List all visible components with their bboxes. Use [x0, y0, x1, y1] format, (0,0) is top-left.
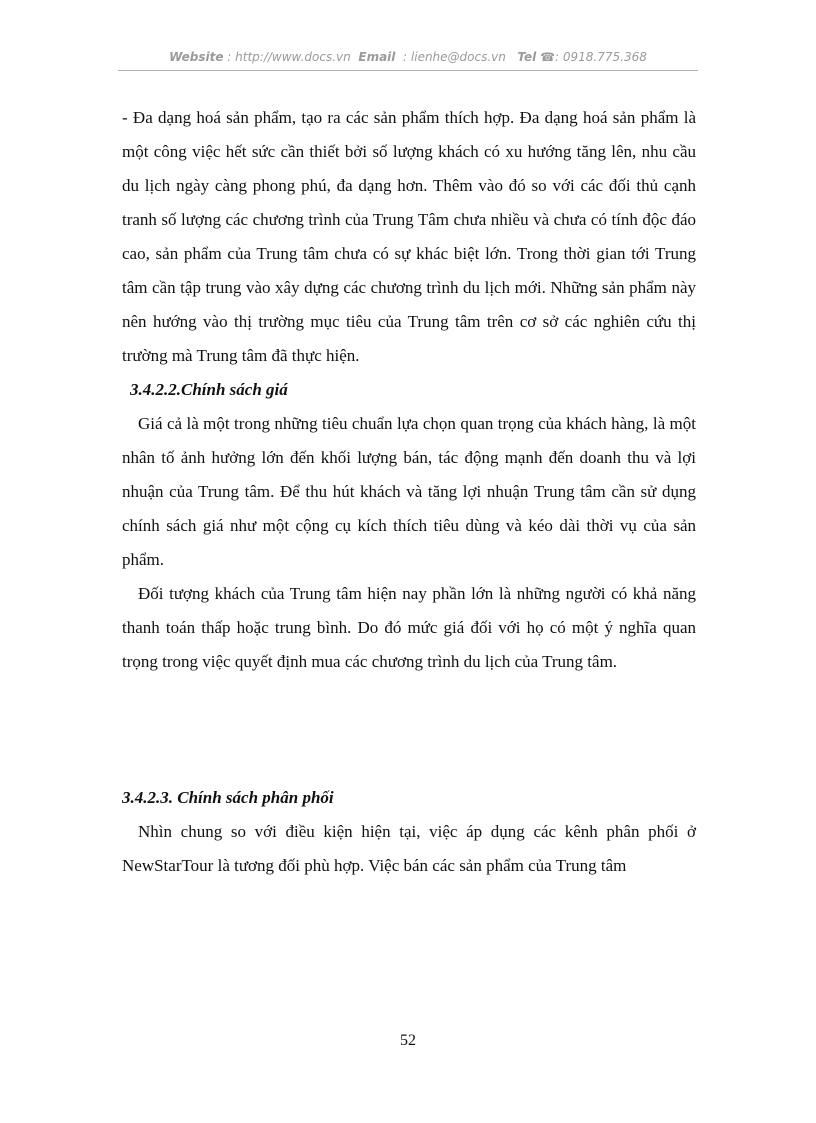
website-value: : http://www.docs.vn	[227, 50, 351, 64]
tel-label: Tel	[517, 50, 537, 64]
email-label: Email	[358, 50, 396, 64]
page-number: 52	[400, 1032, 416, 1049]
website-label: Website	[169, 50, 224, 64]
blank-space	[122, 679, 696, 781]
tel-value: : 0918.775.368	[555, 50, 647, 64]
section-heading-distribution: 3.4.2.3. Chính sách phân phối	[122, 788, 334, 807]
paragraph-product-diversification: - Đa dạng hoá sản phẩm, tạo ra các sản phẩm thích hợp. Đa dạng hoá sản phẩm là một công việc hết sức cần thiết bởi số lượng khách có xu hướng tăng lên, nhu cầu du lịch ngày càng phong phú, đa dạng hơn. Thêm vào đó so với các đối thủ cạnh tranh số lượng các chương trình của Trung Tâm chưa nhiều và chưa có tính độc đáo cao, sản phẩm của Trung tâm chưa có sự khác biệt lớn. Trong thời gian tới Trung tâm cần tập trung vào xây dựng các chương trình du lịch mới. Những sản phẩm này nên hướng vào thị trường mục tiêu của Trung tâm trên cơ sở các nghiên cứu thị trường mà Trung tâm đã thực hiện.	[122, 108, 696, 365]
paragraph-pricing-importance: Giá cả là một trong những tiêu chuẩn lựa chọn quan trọng của khách hàng, là một nhân tố ảnh hưởng lớn đến khối lượng bán, tác động mạnh đến doanh thu và lợi nhuận của Trung tâm. Để thu hút khách và tăng lợi nhuận Trung tâm cần sử dụng chính sách giá như một cộng cụ kích thích tiêu dùng và kéo dài thời vụ của sản phẩm.	[122, 414, 696, 569]
page-header	[118, 50, 698, 64]
document-body	[122, 101, 696, 883]
paragraph-distribution: Nhìn chung so với điều kiện hiện tại, việc áp dụng các kênh phân phối ở NewStarTour là tương đối phù hợp. Việc bán các sản phẩm của Trung tâm	[122, 822, 696, 875]
phone-icon: ☎	[540, 50, 556, 64]
section-heading-pricing: 3.4.2.2.Chính sách giá	[130, 380, 288, 399]
email-value: : lienhe@docs.vn	[403, 50, 506, 64]
header-divider	[118, 70, 698, 71]
paragraph-customer-segment: Đối tượng khách của Trung tâm hiện nay phần lớn là những người có khả năng thanh toán thấp hoặc trung bình. Do đó mức giá đối với họ có một ý nghĩa quan trọng trong việc quyết định mua các chương trình du lịch của Trung tâm.	[122, 584, 696, 671]
